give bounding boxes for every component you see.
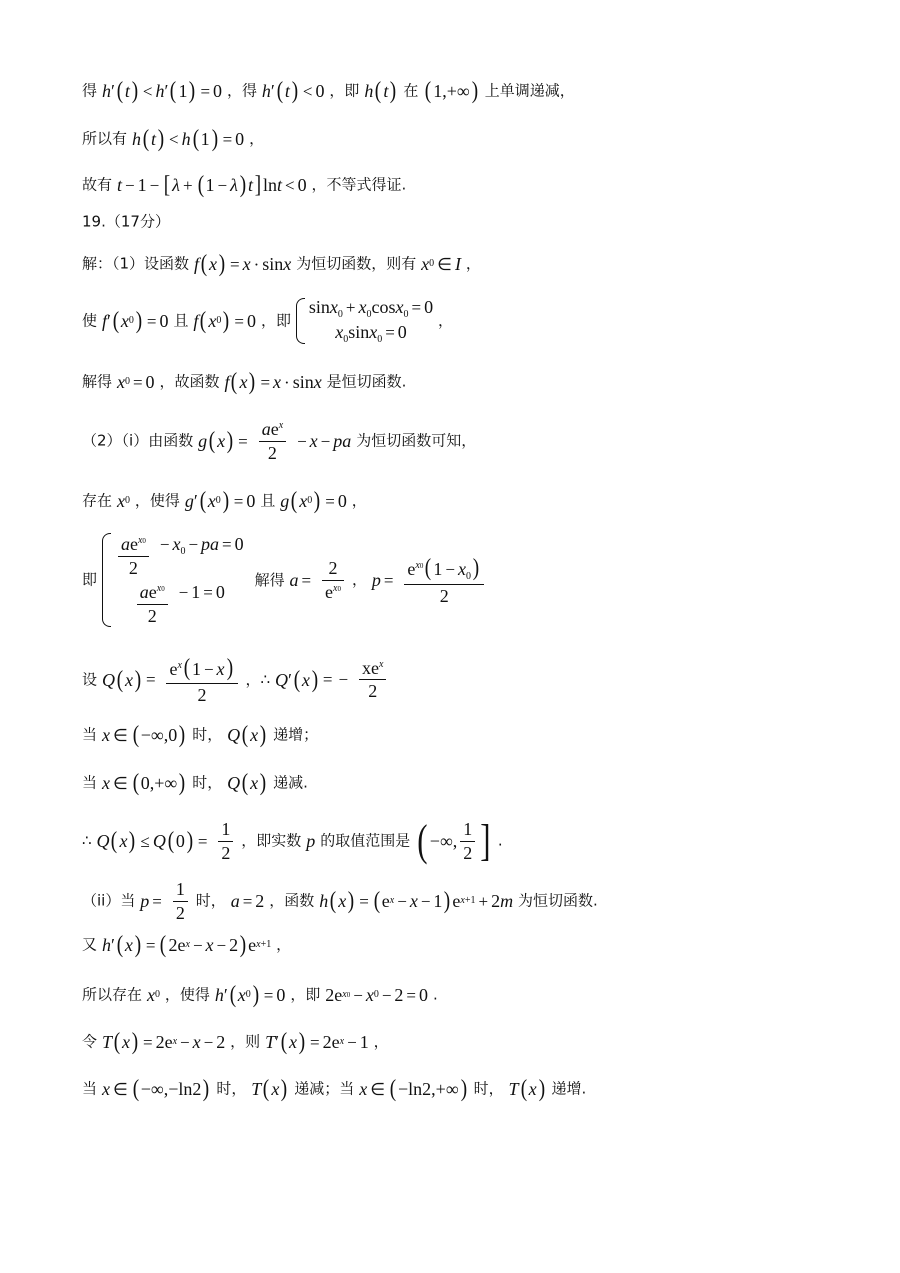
text: . bbox=[432, 985, 438, 1004]
line-11: 设 Q( x) = $\frac{e^x( 1 - x)}{2}$ ，∴ Q′(x) = − $\frac{xe^x}{2}$ bbox=[82, 653, 389, 707]
text: 递增； bbox=[273, 725, 319, 744]
text: ，得 bbox=[226, 81, 257, 100]
text: 且 bbox=[173, 311, 189, 330]
text: ∴ bbox=[82, 831, 92, 850]
line-5: 解：（1）设函数 f(x) = x · sinx 为恒切函数，则有 x0 ∈ I ， bbox=[82, 251, 481, 277]
text: 使 bbox=[82, 311, 98, 330]
text: ，∴ bbox=[245, 670, 271, 689]
text: ， bbox=[276, 935, 292, 954]
text: 为恒切函数，则有 bbox=[296, 254, 417, 273]
line-4 bbox=[82, 214, 170, 230]
text: ，函数 bbox=[269, 891, 315, 910]
text: 解得 bbox=[254, 570, 285, 589]
text: 时， bbox=[195, 891, 226, 910]
text: 且 bbox=[260, 491, 276, 510]
text: 为恒切函数. bbox=[518, 891, 598, 910]
line-18: 令 T( x) = 2ex − x − 2 ，则 T′(x) = 2ex − 1 ， bbox=[82, 1029, 389, 1055]
text: ， bbox=[351, 491, 367, 510]
text: 解：（1）设函数 bbox=[82, 254, 190, 273]
text: 是恒切函数. bbox=[326, 372, 407, 391]
text: ， bbox=[438, 311, 454, 330]
line-13: 当 x ∈ ( 0,+∞) 时， Q( x) 递减. bbox=[82, 770, 308, 796]
text: ， bbox=[373, 1032, 389, 1051]
text: 所以有 bbox=[82, 129, 128, 148]
text: 在 bbox=[403, 81, 419, 100]
line-8: （2）（i）由函数 g( x) = $\frac{ae^x}{2}$ − x − pa 为恒切函数可知， bbox=[82, 419, 477, 463]
text: ，即 bbox=[290, 985, 321, 1004]
line-3: 故有 t − 1 − [λ + (1 − λ) t]lnt < 0 ，不等式得证. bbox=[82, 172, 407, 198]
text: 当 bbox=[82, 773, 98, 792]
text: ， bbox=[249, 129, 265, 148]
text: 当 bbox=[82, 1079, 98, 1098]
text: 存在 bbox=[82, 491, 113, 510]
text: ， bbox=[351, 570, 367, 589]
text: 所以存在 bbox=[82, 985, 143, 1004]
text: 上单调递减， bbox=[484, 81, 575, 100]
line-15: （ii）当 p = $\frac{1}{2}$ 时， a = 2 ，函数 h(x) = ( ex − x − 1) ex+1 + 2m 为恒切函数. bbox=[82, 879, 598, 923]
text: 得 bbox=[82, 81, 98, 100]
text: ， bbox=[465, 254, 481, 273]
text: ，即实数 bbox=[241, 831, 302, 850]
text: 令 bbox=[82, 1032, 98, 1051]
text: ，不等式得证. bbox=[311, 175, 407, 194]
text: 又 bbox=[82, 935, 98, 954]
line-19: 当 x ∈ ( −∞,−ln2) 时， T(x) 递减；当 x ∈ ( −ln2,+∞) 时， T( x) 递增. bbox=[82, 1076, 587, 1102]
text: （ii）当 bbox=[82, 891, 136, 910]
text: ，故函数 bbox=[159, 372, 220, 391]
line-2: 所以有 h( t) < h(1) = 0 ， bbox=[82, 126, 265, 152]
text: 的取值范围是 bbox=[320, 831, 411, 850]
problem-number: 19.（17分） bbox=[82, 212, 170, 231]
text: ，则 bbox=[230, 1032, 261, 1051]
text: 时， bbox=[192, 725, 223, 744]
text: ，使得 bbox=[134, 491, 180, 510]
text: 故有 bbox=[82, 175, 113, 194]
line-6: 使 f′( x0) = 0 且 f(x0) = 0 ，即 $\sin x_0 + x_0\cos x_0 = 0$ $x_0\sin x_0 = 0$ ， bbox=[82, 296, 454, 345]
text: 时， bbox=[473, 1079, 504, 1098]
text: 递减. bbox=[273, 773, 308, 792]
text: 即 bbox=[82, 570, 98, 589]
line-1: 得 h′( t) < h′(1) = 0 ，得 h′(t) < 0 ，即 h( t) 在 ( 1,+∞) 上单调递减， bbox=[82, 78, 575, 104]
text: 解得 bbox=[82, 372, 113, 391]
line-10: 即 $\frac{ae^{x0}}{2}$ − $x_0$ − pa = 0 $\frac{ae^{x0}}{2}$ − 1 = 0 解得 a = $\frac{2}{e^{x0}}$ ， p = $\frac{e^{x0}(1 - x_0)}{2}$ bbox=[82, 532, 487, 628]
text: 当 bbox=[82, 725, 98, 744]
line-17: 所以存在 x0 ，使得 h′( x0) = 0 ，即 2ex0 − x0 − 2 = 0 . bbox=[82, 982, 438, 1008]
text: 为恒切函数可知， bbox=[356, 431, 477, 450]
text: 设 bbox=[82, 670, 98, 689]
text: ，即 bbox=[329, 81, 360, 100]
line-7: 解得 x0 = 0 ，故函数 f( x) = x · sinx 是恒切函数. bbox=[82, 369, 407, 395]
line-14: ∴ Q( x) ≤ Q(0) = $\frac{1}{2}$ ，即实数 p 的取值范围是 ( −∞, $\frac{1}{2}$ ] . bbox=[82, 816, 503, 865]
text: 时， bbox=[216, 1079, 247, 1098]
text: 递增. bbox=[551, 1079, 587, 1098]
text: . bbox=[497, 831, 503, 850]
line-16: 又 h′( x) = (2ex − x − 2) ex+1 ， bbox=[82, 932, 292, 958]
text: ，即 bbox=[260, 311, 291, 330]
line-12: 当 x ∈ ( −∞,0) 时， Q( x) 递增； bbox=[82, 722, 319, 748]
text: （2）（i）由函数 bbox=[82, 431, 194, 450]
line-9: 存在 x0 ，使得 g′(x0) = 0 且 g(x0) = 0 ， bbox=[82, 488, 367, 514]
text: 递减；当 bbox=[294, 1079, 355, 1098]
text: ，使得 bbox=[164, 985, 210, 1004]
text: 时， bbox=[192, 773, 223, 792]
